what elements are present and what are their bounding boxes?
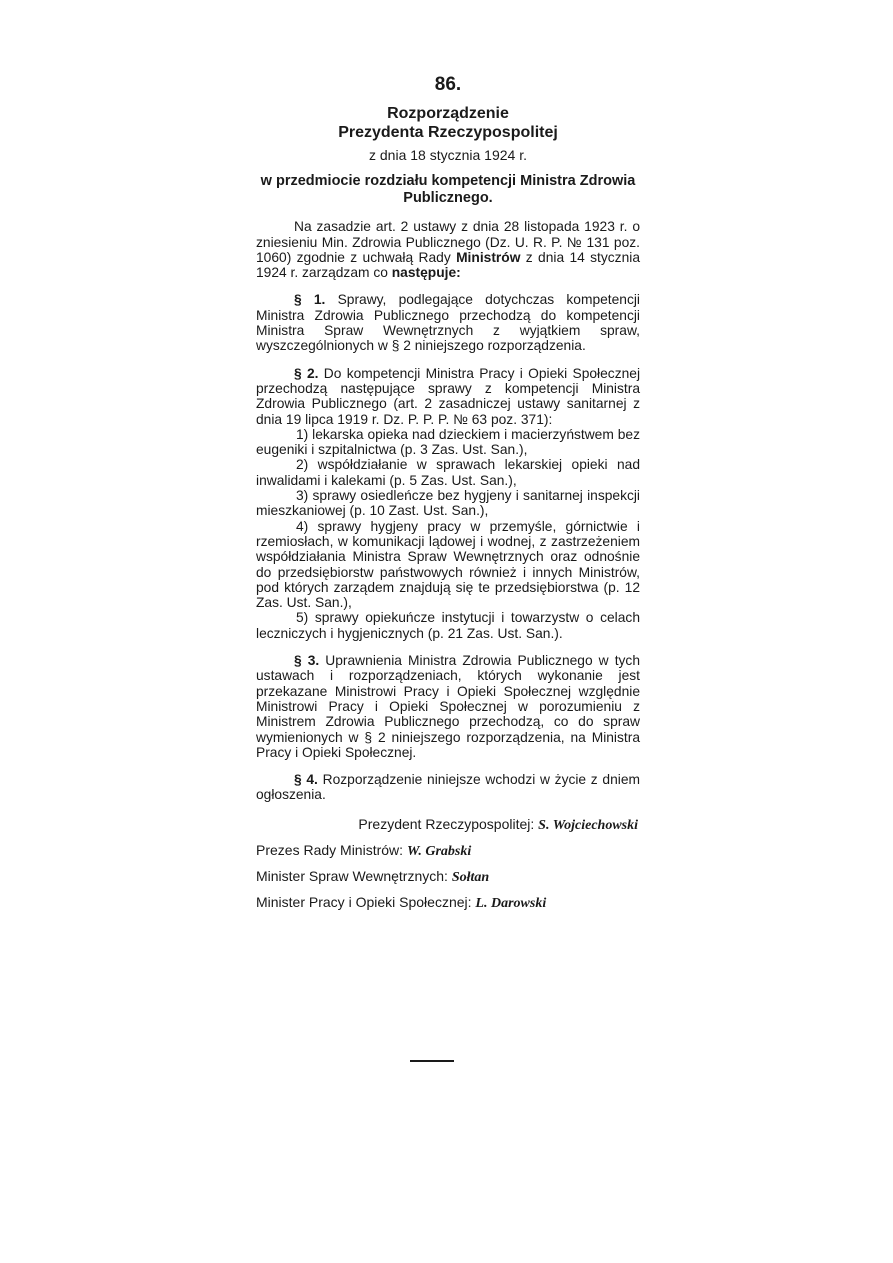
section-2 (256, 366, 640, 427)
act-date: z dnia 18 stycznia 1924 r. (369, 147, 527, 163)
section-3-text: Uprawnienia Ministra Zdrowia Publicznego w tych ustawach i rozporządzeniach, których wykonanie jest przekazane Ministrowi Pracy i Opieki Społecznej względnie Ministrowi Pracy i Opieki Społecznej w porozumieniu z Ministrem Zdrowia Publicznego przechodzą, co do spraw wymienionych w § 2 niniejszego rozporządzenia, na Ministra Pracy i Opieki Społecznej. (256, 653, 640, 760)
section-2-item-3: 3) sprawy osiedleńcze bez hygjeny i sanitarnej inspekcji mieszkaniowej (p. 10 Zast. Ust. San.), (256, 488, 640, 519)
signature-prime-name: W. Grabski (406, 843, 472, 859)
preamble-rest: z dnia 14 stycznia 1924 r. zarządzam co (256, 249, 640, 281)
end-divider (410, 1060, 454, 1062)
section-2-label: § 2. (294, 365, 319, 381)
signature-president (256, 815, 640, 835)
signature-president-name: S. Wojciechowski (538, 817, 638, 833)
signature-interior-minister (256, 867, 640, 887)
act-subject: w przedmiocie rozdziału kompetencji Ministra Zdrowia Publicznego. (260, 173, 636, 207)
section-4-text: Rozporządzenie niniejsze wchodzi w życie z dniem ogłoszenia. (256, 772, 640, 803)
signature-labour-label: Minister Pracy i Opieki Społecznej: (256, 893, 472, 910)
signature-interior-label: Minister Spraw Wewnętrznych: (256, 867, 448, 884)
title-line-1: Rozporządzenie (387, 105, 509, 122)
section-2-item-2: 2) współdziałanie w sprawach lekarskiej opieki nad inwalidami i kalekami (p. 5 Zas. Ust. San.), (256, 457, 640, 488)
document-page (256, 74, 640, 919)
section-2-item-5: 5) sprawy opiekuńcze instytucji i towarzystw o celach leczniczych i hygjenicznych (p. 21 Zas. Ust. San.). (256, 610, 640, 641)
signature-labour-minister (256, 893, 640, 913)
section-3 (256, 653, 640, 760)
signatures (256, 815, 640, 913)
signature-labour-name: L. Darowski (475, 895, 547, 911)
section-2-item-4: 4) sprawy hygjeny pracy w przemyśle, górnictwie i rzemiosłach, w komunikacji lądowej i wodnej, z zastrzeżeniem współdziałania Ministra Spraw Wewnętrznych oraz odnośnie do przedsiębiorstw państwowych również i innych Ministrów, pod których zarządem znajdują się te przedsiębiorstwa (p. 12 Zas. Ust. San.), (256, 518, 640, 611)
section-1-label: § 1. (294, 292, 326, 308)
title-line-2: Prezydenta Rzeczypospolitej (338, 124, 558, 141)
preamble-bold-end: następuje: (391, 265, 461, 281)
section-2-item-1: 1) lekarska opieka nad dzieckiem i macierzyństwem bez eugeniki i szpitalnictwa (p. 3 Zas. Ust. San.), (256, 426, 640, 458)
preamble (256, 219, 640, 280)
signature-prime-label: Prezes Rady Ministrów: (256, 841, 404, 858)
section-4-label: § 4. (294, 772, 318, 788)
preamble-text: Na zasadzie art. 2 ustawy z dnia 28 listopada 1923 r. o zniesieniu Min. Zdrowia Publicznego (Dz. U. R. P. № 131 poz. 1060) zgodnie z uchwałą Rady (256, 219, 640, 265)
section-1 (256, 292, 640, 353)
section-3-label: § 3. (294, 653, 320, 669)
signature-prime-minister (256, 841, 640, 861)
section-1-text: Sprawy, podlegające dotychczas kompetencji Ministra Zdrowia Publicznego przechodzą do kompetencji Ministra Spraw Wewnętrznych z wyjątkiem spraw, wyszczególnionych w § 2 niniejszego rozporządzenia. (256, 292, 640, 354)
preamble-bold: Ministrów (456, 249, 521, 265)
section-4 (256, 772, 640, 803)
signature-president-label: Prezydent Rzeczypospolitej: (358, 815, 535, 832)
act-number: 86. (434, 74, 462, 95)
section-2-text: Do kompetencji Ministra Pracy i Opieki Społecznej przechodzą następujące sprawy z kompetencji Ministra Zdrowia Publicznego (art. 2 zasadniczej ustawy sanitarnej z dnia 19 lipca 1919 r. Dz. P. P. P. № 63 poz. 371): (256, 365, 641, 427)
signature-interior-name: Sołtan (451, 869, 490, 885)
